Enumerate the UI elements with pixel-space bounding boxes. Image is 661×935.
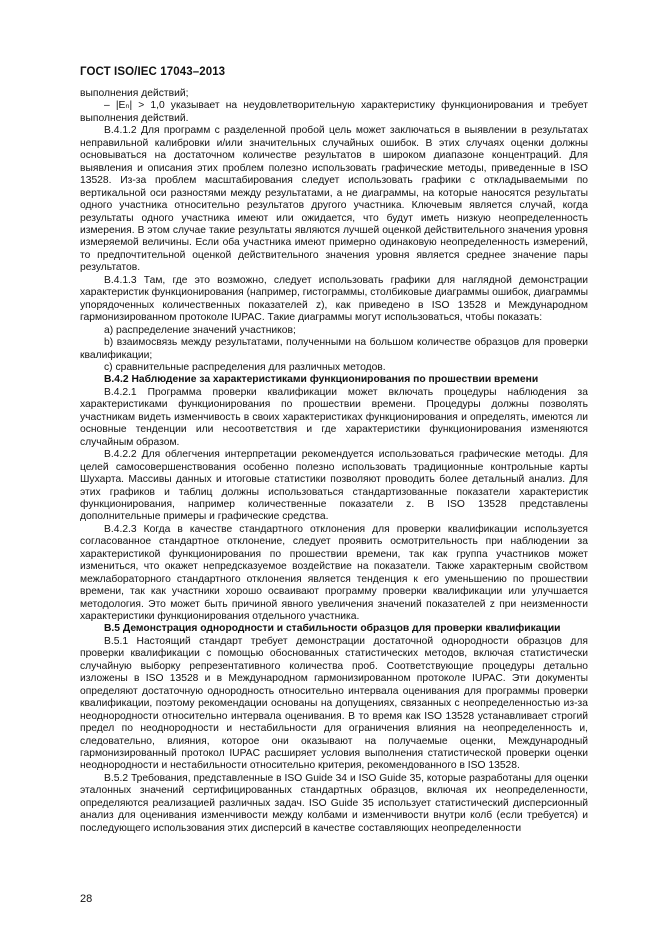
paragraph: B.4.1.2 Для программ с разделенной пробой цель может заключаться в выявлении в результатах неправильной калибровки и/или значительных случайных ошибок. В этих случаях оценки должны основываться на достаточном количестве результатов в широком диапазоне концентраций. Для выявления и описания этих проблем полезно использовать графические методы, приведенные в ISO 13528. Из-за проблем масштабирования следует использовать графики с откладываемыми по вертикальной оси разностями между результатами, а не диаграммы, на которые наносятся результаты одного участника относительно результатов другого участника. Ключевым является случай, когда результаты одного участника имеют или ожидается, что будут иметь низкую неопределенность измерения. В этом случае такие результаты являются лучшей оценкой действительного значения уровня измеряемой величины. Если оба участника имеют примерно одинаковую неопределенность измерений, то предпочтительной оценкой действительного значения уровня является среднее значение пары результатов. xyxy=(80,125,588,274)
list-item: с) сравнительные распределения для различных методов. xyxy=(104,361,386,373)
paragraph: В.4.2.2 Для облегчения интерпретации рекомендуется использоваться графические методы. Для целей самосовершенствования особенно полезно использовать традиционные контрольные карты Шухарта. Массивы данных и итоговые статистики позволяют проводить более детальный анализ. Для этих графиков и таблиц должны использоваться стандартизованные показатели характеристик функционирования, например количественные показатели z. В ISO 13528 представлены дополнительные примеры и графические средства. xyxy=(80,449,588,523)
paragraph: выполнения действий; xyxy=(80,88,189,99)
paragraph: В.5.1 Настоящий стандарт требует демонстрации достаточной однородности образцов для проверки квалификации с помощью обоснованных статистических методов, включая статистически случайную выборку репрезентативного количества проб. Соответствующие процедуры детально изложены в ISO 13528 и в Международном гармонизированном протоколе IUPAC. Эти документы определяют достаточную однородность относительно интервала оценивания для программы проверки квалификации, поэтому рекомендации основаны на допущениях, связанных с неопределенностью из-за неоднородности относительно интервала оценивания. В то время как ISO 13528 устанавливает строгий предел по неоднородности и нестабильности для ограничения влияния на неопределенность и, следовательно, влияния, которое они оказывают на получаемые оценки, Международный гармонизированный протокол IUPAC расширяет условия выполнения статистической проверки оценки неоднородности и нестабильности относительно критерия, рекомендованного в ISO 13528. xyxy=(80,635,588,772)
list-item: а) распределение значений участников; xyxy=(104,324,296,336)
page-header: ГОСТ ISO/IEC 17043–2013 xyxy=(80,66,226,78)
paragraph: – |Eₙ| > 1,0 указывает на неудовлетворительную характеристику функционирования и требует выполнения действий. xyxy=(80,100,588,124)
page-number: 28 xyxy=(80,893,93,905)
paragraph: В.5.2 Требования, представленные в ISO Guide 34 и ISO Guide 35, которые разработаны для оценки эталонных значений сертифицированных стандартных образцов, включая их неопределенности, определяются реализацией различных задач. ISO Guide 35 использует статистический дисперсионный анализ для оценивания изменчивости между колбами и изменчивости внутри колб (если требуется) и последующего использования этих дисперсий в качестве составляющих неопределенности xyxy=(80,772,588,834)
list-item: b) взаимосвязь между результатами, полученными на большом количестве образцов для проверки квалификации; xyxy=(80,337,588,361)
section-heading: В.5 Демонстрация однородности и стабильности образцов для проверки квалификации xyxy=(104,623,561,635)
paragraph: B.4.2.1 Программа проверки квалификации может включать процедуры наблюдения за характеристиками функционирования по прошествии времени. Процедуры должны позволять участникам видеть изменчивость в своих характеристиках функционирования и определять, имеются ли основные тенденции или несоответствия и где характеристики функционирования изменяются случайным образом. xyxy=(80,386,588,448)
section-heading: В.4.2 Наблюдение за характеристиками функционирования по прошествии времени xyxy=(104,374,539,386)
paragraph: В.4.2.3 Когда в качестве стандартного отклонения для проверки квалификации используется согласованное стандартное отклонение, следует проявить осмотрительность при наблюдении за характеристикой функционирования по прошествии времени, так как группа участников может измениться, что окажет непредсказуемое воздействие на показатели. Также характерным свойством межлабораторного стандартного отклонения является тенденция к его уменьшению по прошествии времени, так как участники хорошо осваивают программу проверки квалификации или улучшается методология. Это может быть причиной явного увеличения значений показателей z при неизменности характеристики функционирования отдельного участника. xyxy=(80,523,588,623)
document-body xyxy=(80,88,588,835)
paragraph: B.4.1.3 Там, где это возможно, следует использовать графики для наглядной демонстрации характеристик функционирования (например, гистограммы, столбиковые диаграммы ошибок, диаграммы упорядоченных количественных показателей z), как приведено в ISO 13528 и Международном гармонизированном протоколе IUPAC. Такие диаграммы могут использоваться, чтобы показать: xyxy=(80,274,588,324)
